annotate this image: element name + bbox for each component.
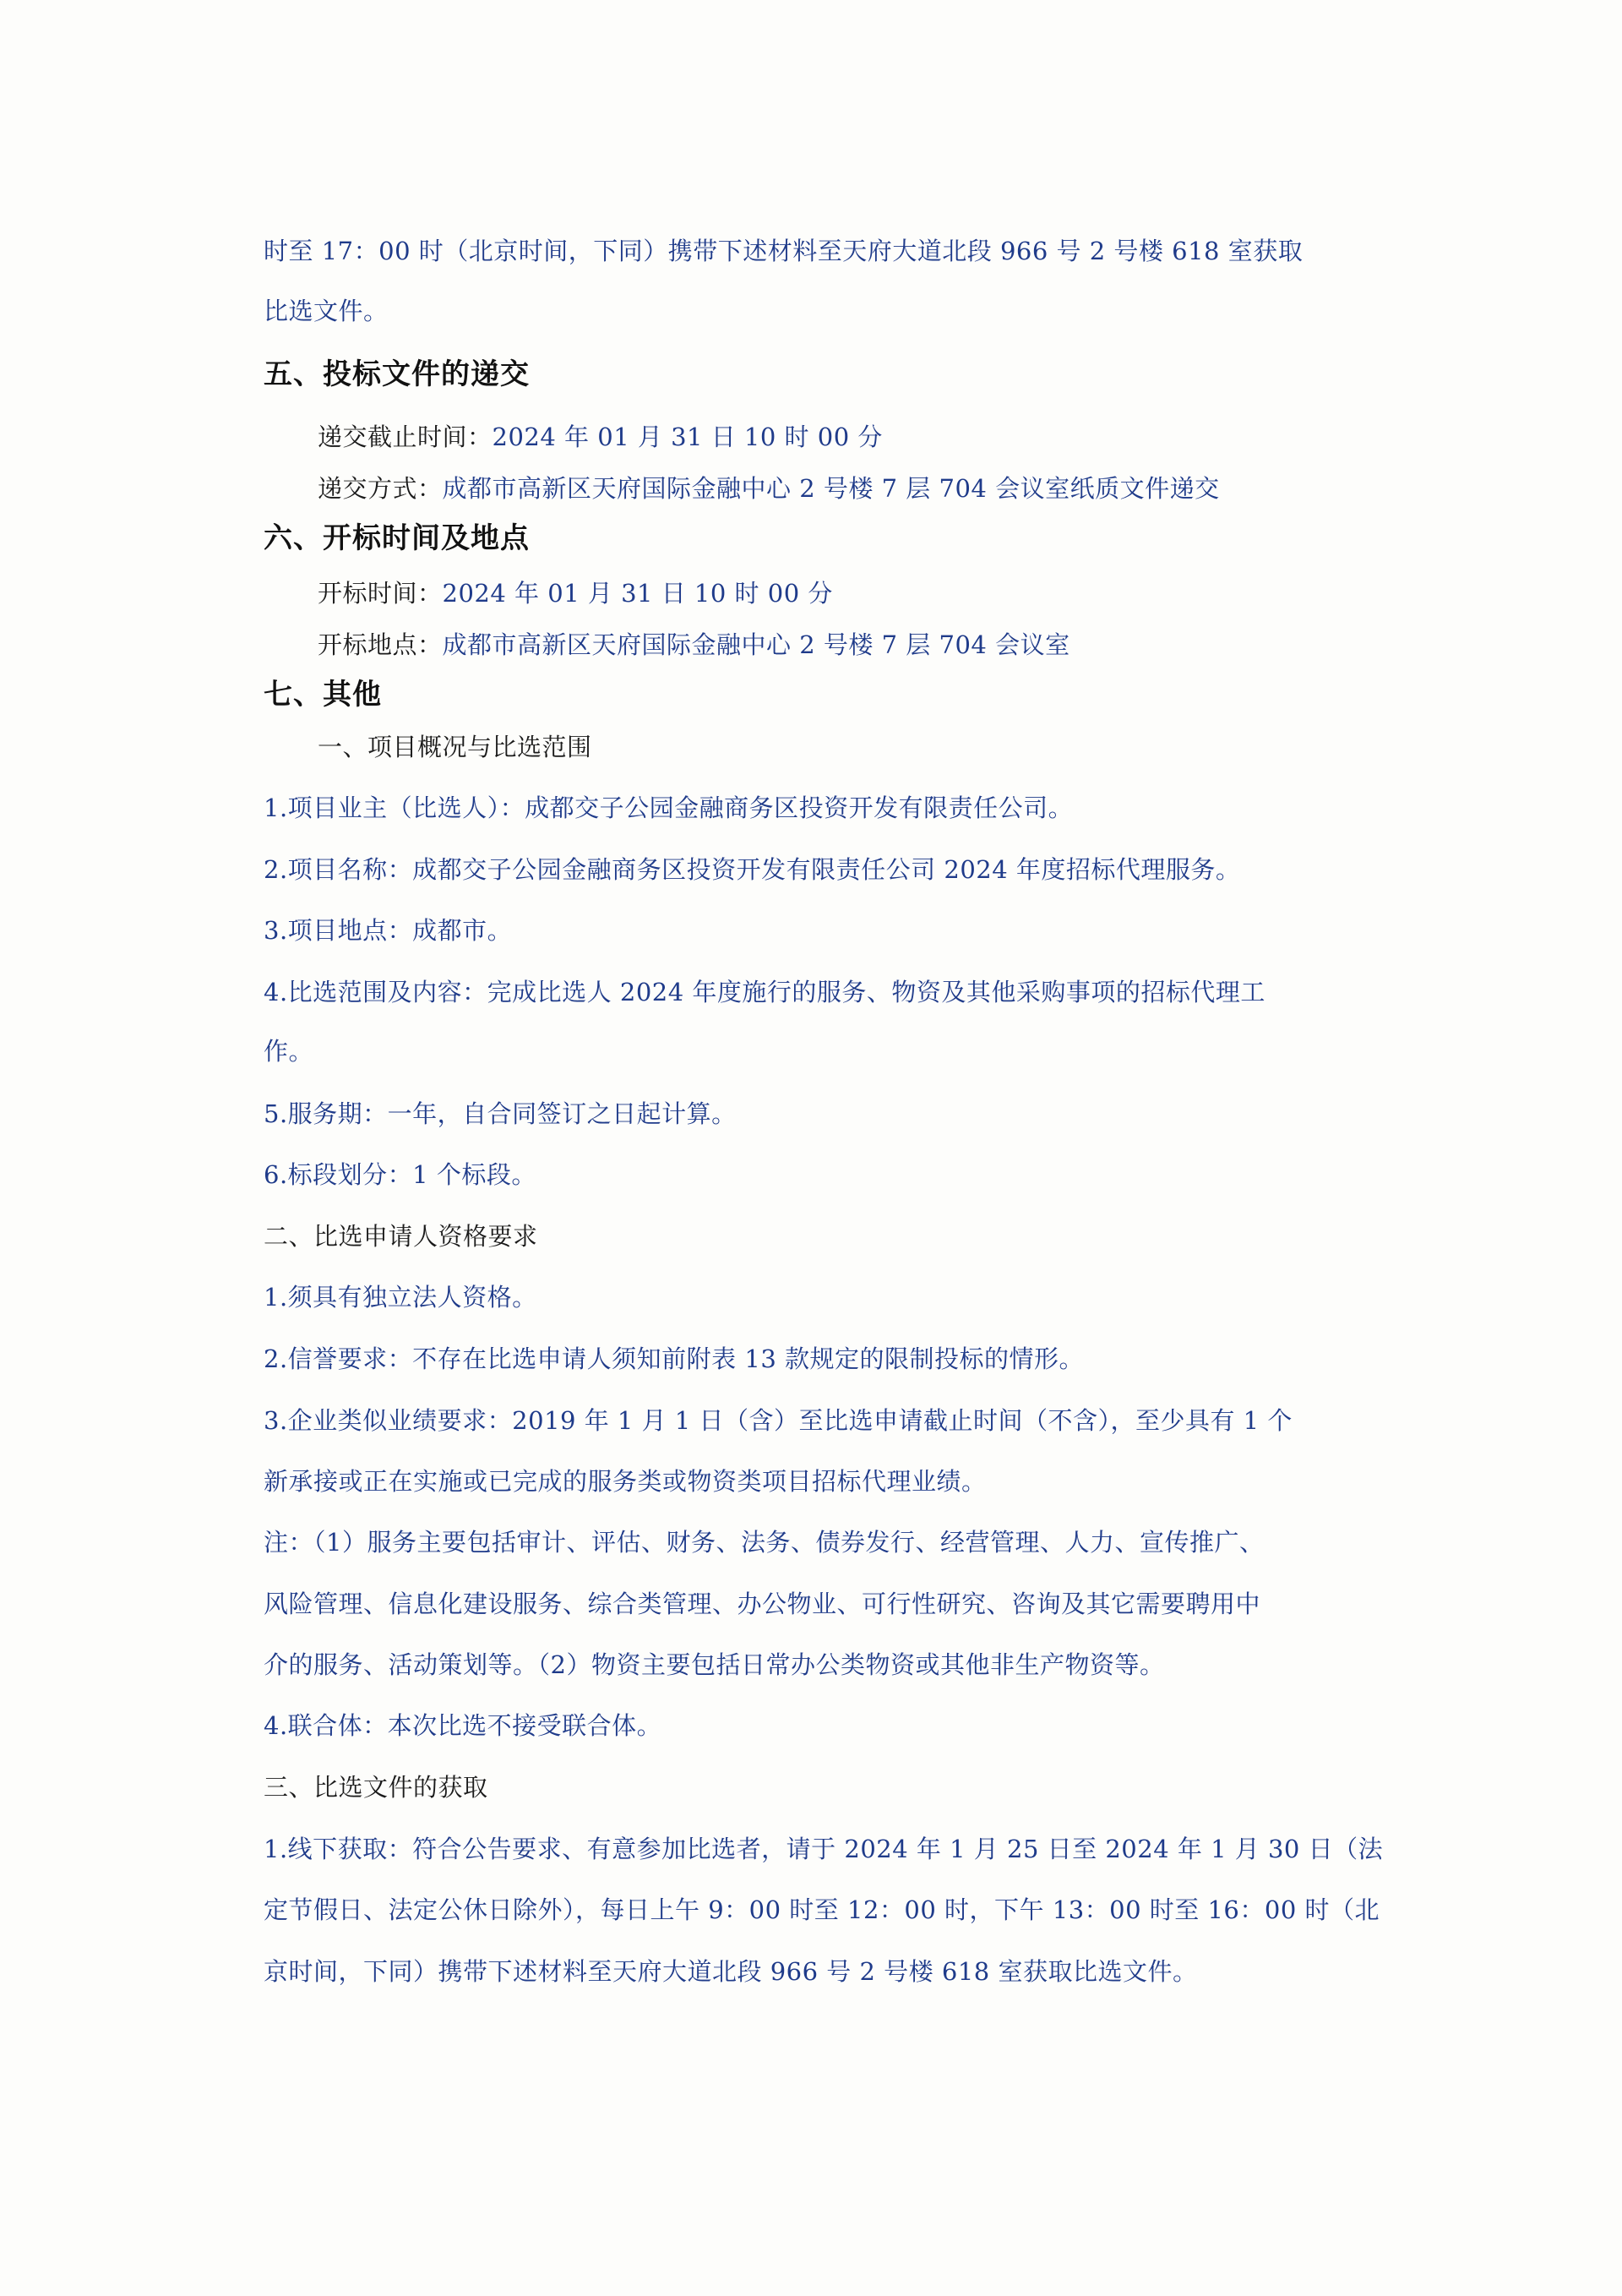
sub-1-item: 6.标段划分：1 个标段。 xyxy=(264,1160,536,1189)
sub-2-item: 3.企业类似业绩要求：2019 年 1 月 1 日（含）至比选申请截止时间（不含），至少具有 1 个 xyxy=(264,1406,1293,1435)
submission-deadline-label: 递交截止时间： xyxy=(318,423,493,451)
sub-1-item: 作。 xyxy=(264,1037,314,1066)
sub-1-item: 2.项目名称：成都交子公园金融商务区投资开发有限责任公司 2024 年度招标代理服务。 xyxy=(264,855,1241,884)
sub-2-item: 风险管理、信息化建设服务、综合类管理、办公物业、可行性研究、咨询及其它需要聘用中 xyxy=(264,1590,1261,1618)
carryover-line-1: 时至 17：00 时（北京时间，下同）携带下述材料至天府大道北段 966 号 2 号楼 618 室获取 xyxy=(264,237,1304,265)
section-6-heading: 六、开标时间及地点 xyxy=(264,521,530,555)
submission-deadline xyxy=(318,420,883,454)
sub-1-heading: 一、项目概况与比选范围 xyxy=(318,733,592,761)
sub-1-item: 4.比选范围及内容：完成比选人 2024 年度施行的服务、物资及其他采购事项的招标代理工 xyxy=(264,978,1265,1006)
opening-time-value: 2024 年 01 月 31 日 10 时 00 分 xyxy=(442,579,833,608)
carryover-line-2: 比选文件。 xyxy=(264,297,389,325)
submission-method-value: 成都市高新区天府国际金融中心 2 号楼 7 层 704 会议室纸质文件递交 xyxy=(442,474,1220,503)
sub-2-item: 新承接或正在实施或已完成的服务类或物资类项目招标代理业绩。 xyxy=(264,1467,987,1496)
sub-1-item: 1.项目业主（比选人）：成都交子公园金融商务区投资开发有限责任公司。 xyxy=(264,794,1074,822)
opening-place-label: 开标地点： xyxy=(318,630,443,659)
sub-2-item: 4.联合体：本次比选不接受联合体。 xyxy=(264,1711,662,1740)
opening-place xyxy=(318,628,1070,662)
opening-time xyxy=(318,576,833,610)
sub-2-item: 1.须具有独立法人资格。 xyxy=(264,1283,537,1312)
sub-3-heading: 三、比选文件的获取 xyxy=(264,1773,488,1802)
submission-method xyxy=(318,472,1220,505)
sub-3-item: 1.线下获取：符合公告要求、有意参加比选者，请于 2024 年 1 月 25 日至 2024 年 1 月 30 日（法 xyxy=(264,1835,1384,1863)
sub-2-item: 介的服务、活动策划等。（2）物资主要包括日常办公类物资或其他非生产物资等。 xyxy=(264,1650,1165,1679)
section-7-heading: 七、其他 xyxy=(264,678,382,712)
sub-3-item: 京时间，下同）携带下述材料至天府大道北段 966 号 2 号楼 618 室获取比选文件。 xyxy=(264,1957,1198,1986)
sub-2-item: 2.信誉要求：不存在比选申请人须知前附表 13 款规定的限制投标的情形。 xyxy=(264,1344,1085,1373)
sub-3-item: 定节假日、法定公休日除外），每日上午 9：00 时至 12：00 时，下午 13：00 时至 16：00 时（北 xyxy=(264,1895,1380,1924)
submission-deadline-value: 2024 年 01 月 31 日 10 时 00 分 xyxy=(492,423,883,451)
opening-place-value: 成都市高新区天府国际金融中心 2 号楼 7 层 704 会议室 xyxy=(442,630,1070,659)
sub-2-item: 注：（1）服务主要包括审计、评估、财务、法务、债券发行、经营管理、人力、宣传推广、 xyxy=(264,1528,1265,1557)
submission-method-label: 递交方式： xyxy=(318,474,443,503)
section-5-heading: 五、投标文件的递交 xyxy=(264,357,530,391)
sub-1-item: 5.服务期：一年，自合同签订之日起计算。 xyxy=(264,1099,737,1128)
sub-2-heading: 二、比选申请人资格要求 xyxy=(264,1222,538,1251)
opening-time-label: 开标时间： xyxy=(318,579,443,608)
sub-1-item: 3.项目地点：成都市。 xyxy=(264,916,513,945)
